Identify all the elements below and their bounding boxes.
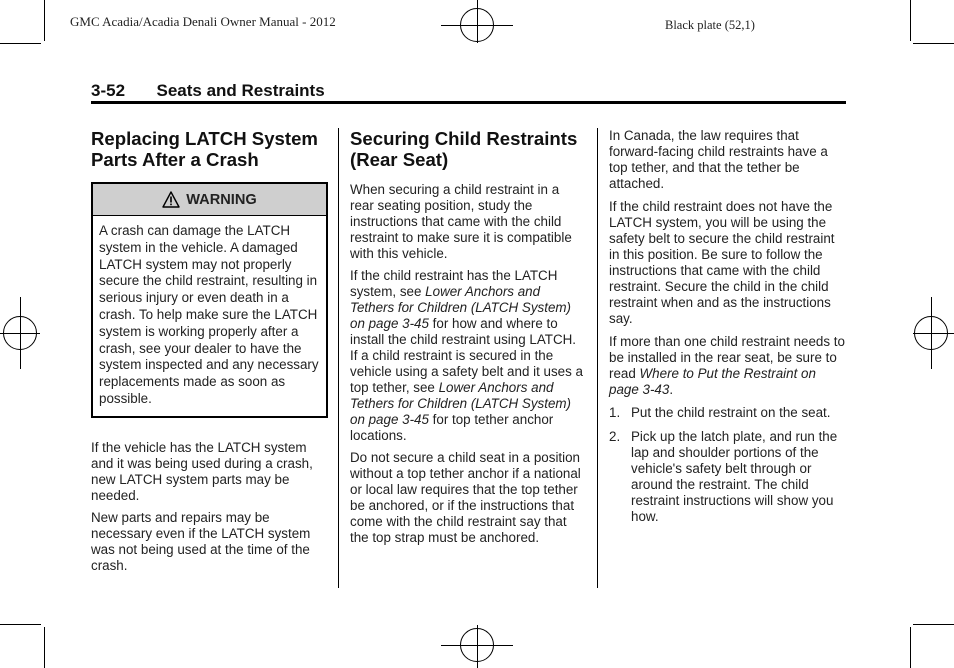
crop-mark	[913, 43, 954, 44]
paragraph: When securing a child restraint in a rear seating position, study the instructions that came with the child restraint to make sure it is compatible with this vehicle.	[350, 182, 572, 261]
steps-list	[609, 405, 847, 525]
crop-mark	[913, 624, 954, 625]
plate-label: Black plate (52,1)	[665, 18, 755, 32]
warning-triangle-icon	[162, 191, 180, 208]
column-2	[350, 128, 586, 552]
section-header	[91, 81, 325, 101]
list-item: 2. Pick up the latch plate, and run the lap and shoulder portions of the vehicle's safety belt through or around the restraint. The child restraint instructions will show you how.	[609, 429, 838, 524]
crop-mark	[44, 0, 45, 41]
paragraph: In Canada, the law requires that forward-facing child restraints have a top tether, and that the tether be attached.	[609, 128, 828, 191]
paragraph: If the child restraint does not have the LATCH system, you will be using the safety belt to secure the child restraint in this position. Be sure to follow the instructions that came with the child restraint. Secure the child in the child restraint when and as the instructions say.	[609, 199, 835, 326]
column-1	[91, 128, 328, 580]
column-divider	[597, 128, 598, 588]
crop-mark	[0, 43, 41, 44]
section-title: Seats and Restraints	[156, 81, 325, 100]
warning-label: WARNING	[186, 191, 257, 208]
cross-reference-link[interactable]: Lower Anchors and Tethers for Children (LATCH System) on page 3-45	[350, 284, 572, 331]
warning-text: A crash can damage the LATCH system in the vehicle. A damaged LATCH system may not properly secure the child restraint, resulting in serious injury or even death in a crash. To help make sure the LATCH system is working properly after a crash, see your dealer to have the system inspected and any necessary replacements made as soon as possible.	[99, 223, 319, 406]
paragraph: If the child restraint has the LATCH system, see Lower Anchors and Tethers for Children (LATCH System) on page 3-45 for how and where to install the child restraint using LATCH. If a child restraint is secured in the vehicle using a safety belt and it uses a top tether, see Lower Anchors and Tethers for Children (LATCH System) on page 3-45 for top tether anchor locations.	[350, 268, 583, 443]
heading-replacing-latch: Replacing LATCH System Parts After a Crash	[91, 128, 318, 170]
warning-header	[93, 184, 326, 216]
heading-securing-child-restraints: Securing Child Restraints (Rear Seat)	[350, 128, 578, 170]
paragraph: New parts and repairs may be necessary even if the LATCH system was not being used at the time of the crash.	[91, 509, 311, 573]
manual-title: GMC Acadia/Acadia Denali Owner Manual - 2012	[70, 14, 336, 29]
warning-box	[91, 182, 328, 418]
cross-reference-link[interactable]: Lower Anchors and Tethers for Children (LATCH System) on page 3-45	[350, 380, 572, 427]
column-divider	[338, 128, 339, 588]
paragraph: If the vehicle has the LATCH system and it was being used during a crash, new LATCH system parts may be needed.	[91, 439, 313, 503]
column-3	[609, 128, 847, 533]
crop-mark	[44, 627, 45, 668]
list-item: 1. Put the child restraint on the seat.	[609, 405, 831, 420]
paragraph: If more than one child restraint needs to be installed in the rear seat, be sure to read Where to Put the Restraint on page 3-43.	[609, 334, 845, 397]
crop-mark	[910, 627, 911, 668]
paragraph: Do not secure a child seat in a position without a top tether anchor if a national or local law requires that the top tether be anchored, or if the instructions that come with the child restraint say that the top strap must be anchored.	[350, 450, 581, 545]
crop-mark	[910, 0, 911, 41]
page-number: 3-52	[91, 81, 126, 100]
header-rule	[91, 101, 846, 104]
cross-reference-link[interactable]: Where to Put the Restraint on page 3-43	[609, 366, 816, 397]
crop-mark	[0, 624, 41, 625]
